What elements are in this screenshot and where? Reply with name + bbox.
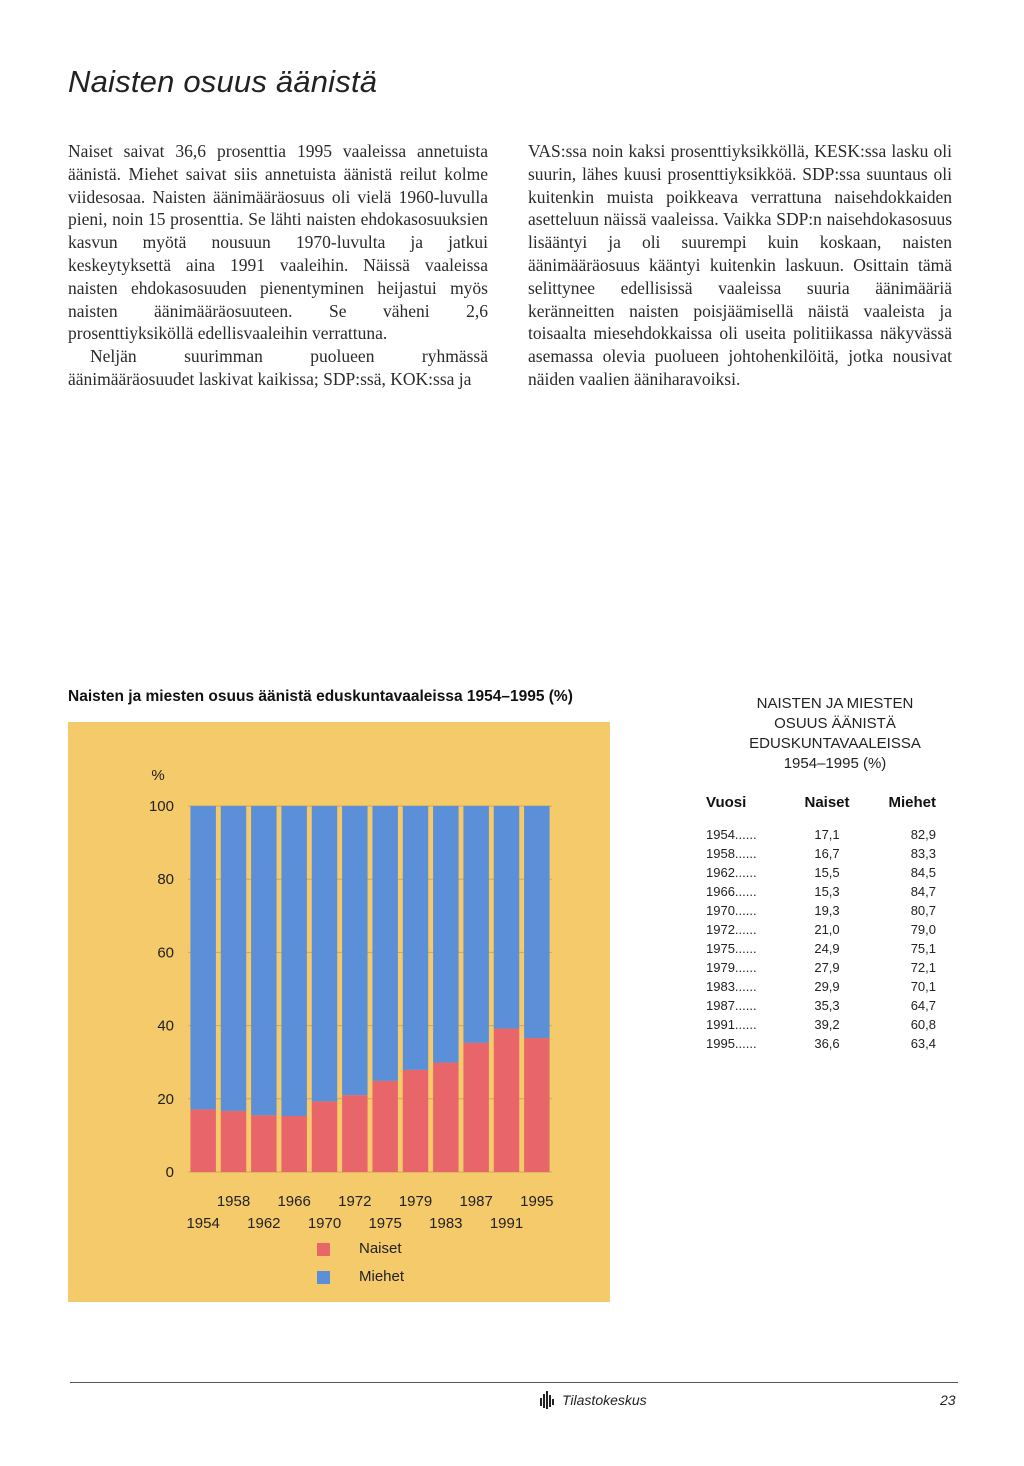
table-row bbox=[706, 863, 936, 882]
x-tick-label: 1995 bbox=[520, 1193, 554, 1210]
x-tick-label: 1975 bbox=[368, 1215, 402, 1232]
bar-men-1958 bbox=[221, 806, 246, 1111]
table-row bbox=[706, 844, 936, 863]
table-cell-year: 1995...... bbox=[706, 1036, 757, 1051]
table-row bbox=[706, 1034, 936, 1053]
table-cell-year: 1970...... bbox=[706, 903, 757, 918]
x-tick-label: 1983 bbox=[429, 1215, 463, 1232]
page-title: Naisten osuus äänistä bbox=[68, 64, 378, 99]
table-cell-year: 1966...... bbox=[706, 884, 757, 899]
table-cell-men: 64,7 bbox=[910, 998, 936, 1013]
y-tick-label: 20 bbox=[157, 1090, 174, 1108]
table-cell-women: 27,9 bbox=[814, 960, 840, 975]
x-tick-label: 1979 bbox=[398, 1193, 433, 1210]
table-title-line: NAISTEN JA MIESTEN bbox=[756, 695, 914, 712]
bar-men-1995 bbox=[524, 806, 549, 1038]
bar-men-1979 bbox=[403, 806, 428, 1070]
table-cell-women: 36,6 bbox=[814, 1036, 840, 1051]
body-paragraph: Naiset saivat 36,6 prosenttia 1995 vaaleissa annetuista äänistä. Miehet saivat siis annetuista äänistä reilut kolme viidesosaa. Naisten äänimääräosuus oli vielä 1960-luvulla pieni, noin 15 prosenttia. Se lähti naisten ehdokasosuuksien kasvun myötä nousuun 1970-luvulta ja jatkui keskeytyksettä aina 1991 vaaleihin. Näissä vaaleissa naisten ehdokasosuuden pienentyminen heijastui myös naisten äänimääräosuuteen. Se väheni 2,6 prosenttiyksiköllä edellisvaaleihin verrattuna. bbox=[68, 141, 488, 344]
data-table-box bbox=[700, 694, 970, 1053]
table-cell-year: 1972...... bbox=[706, 922, 757, 937]
x-tick-label: 1987 bbox=[459, 1193, 493, 1210]
y-tick-label: 40 bbox=[157, 1017, 174, 1035]
table-row bbox=[706, 977, 936, 996]
body-paragraph: VAS:ssa noin kaksi prosenttiyksikköllä, KESK:ssa lasku oli suurin, lähes kuusi prosenttiyksikköä. SDP:ssa suuntaus oli kuitenkin muista poikkeava verrattuna naisehdokkaiden asetteluun näissä vaaleissa. Vaikka SDP:n naisehdokasosuus lisääntyi ja oli suurempi kuin koskaan, naisten äänimääräosuus kääntyi kuitenkin laskuun. Osittain tämä selittynee edellisissä vaaleissa suuria äänimääriä keränneitten naisten poisjäämisellä näistä vaaleista ja toisaalta miesehdokkaissa oli useita politiikassa näkyvässä asemassa olevia puolueen johtohenkilöitä, jotka nousivat näiden vaalien ääniharavoiksi. bbox=[528, 141, 952, 389]
y-tick-label: 80 bbox=[157, 871, 174, 889]
x-tick-label: 1970 bbox=[307, 1215, 342, 1232]
table-cell-men: 84,5 bbox=[910, 865, 936, 880]
bar-women-1954 bbox=[190, 1109, 215, 1172]
column-header-women: Naiset bbox=[804, 794, 850, 811]
bar-men-1987 bbox=[463, 806, 488, 1043]
table-cell-men: 82,9 bbox=[910, 827, 936, 842]
table-cell-women: 19,3 bbox=[814, 903, 840, 918]
y-tick-label: 100 bbox=[148, 798, 174, 815]
table-cell-women: 35,3 bbox=[814, 998, 840, 1013]
table-row bbox=[706, 882, 936, 901]
table-row bbox=[706, 920, 936, 939]
body-text-right-column bbox=[528, 140, 952, 391]
table-cell-men: 72,1 bbox=[910, 960, 936, 975]
bar-men-1954 bbox=[190, 806, 215, 1109]
table-cell-year: 1962...... bbox=[706, 865, 757, 880]
table-row bbox=[706, 901, 936, 920]
bar-men-1975 bbox=[372, 806, 397, 1081]
table-cell-year: 1958...... bbox=[706, 846, 757, 861]
bar-women-1970 bbox=[312, 1101, 337, 1172]
bar-men-1962 bbox=[251, 806, 276, 1115]
bar-women-1983 bbox=[433, 1063, 458, 1172]
table-cell-men: 80,7 bbox=[910, 903, 936, 918]
bar-men-1991 bbox=[494, 806, 519, 1029]
table-title-line: EDUSKUNTAVAALEISSA bbox=[749, 735, 921, 752]
table-row bbox=[706, 958, 936, 977]
table-cell-year: 1975...... bbox=[706, 941, 757, 956]
table-body bbox=[706, 825, 936, 1053]
table-cell-women: 21,0 bbox=[814, 922, 840, 937]
y-axis-label: % bbox=[151, 767, 165, 784]
tilastokeskus-logo-icon bbox=[538, 1390, 558, 1410]
table-cell-men: 60,8 bbox=[910, 1017, 936, 1032]
table-cell-women: 24,9 bbox=[814, 941, 840, 956]
table-cell-women: 15,3 bbox=[814, 884, 840, 899]
bar-women-1995 bbox=[524, 1038, 549, 1172]
x-tick-label: 1972 bbox=[338, 1193, 372, 1210]
bar-women-1979 bbox=[403, 1070, 428, 1172]
bar-women-1975 bbox=[372, 1081, 397, 1172]
table-cell-year: 1983...... bbox=[706, 979, 757, 994]
table-row bbox=[706, 825, 936, 844]
table-cell-men: 63,4 bbox=[910, 1036, 936, 1051]
x-tick-label: 1991 bbox=[489, 1215, 524, 1232]
body-text-left-column bbox=[68, 140, 488, 391]
table-row bbox=[706, 939, 936, 958]
bar-men-1966 bbox=[281, 806, 306, 1116]
x-tick-label: 1954 bbox=[186, 1215, 220, 1232]
table-cell-women: 16,7 bbox=[814, 846, 840, 861]
table-cell-men: 75,1 bbox=[910, 941, 936, 956]
table-row bbox=[706, 996, 936, 1015]
x-tick-label: 1966 bbox=[277, 1193, 311, 1210]
data-table bbox=[706, 794, 936, 1053]
table-cell-men: 83,3 bbox=[910, 846, 936, 861]
table-cell-women: 29,9 bbox=[814, 979, 840, 994]
table-cell-year: 1979...... bbox=[706, 960, 757, 975]
table-cell-men: 79,0 bbox=[910, 922, 936, 937]
table-cell-men: 84,7 bbox=[910, 884, 936, 899]
x-tick-label: 1962 bbox=[247, 1215, 281, 1232]
stacked-bar-chart bbox=[68, 722, 610, 1302]
footer-brand: Tilastokeskus bbox=[562, 1392, 647, 1408]
bar-women-1987 bbox=[463, 1043, 488, 1172]
bar-women-1966 bbox=[281, 1116, 306, 1172]
page-number: 23 bbox=[940, 1392, 956, 1408]
table-cell-year: 1987...... bbox=[706, 998, 757, 1013]
table-cell-men: 70,1 bbox=[910, 979, 936, 994]
bar-women-1958 bbox=[221, 1111, 246, 1172]
bar-women-1962 bbox=[251, 1115, 276, 1172]
bar-men-1983 bbox=[433, 806, 458, 1063]
y-tick-label: 0 bbox=[165, 1164, 174, 1181]
legend-label: Naiset bbox=[359, 1240, 402, 1257]
legend-label: Miehet bbox=[359, 1268, 405, 1285]
column-header-year: Vuosi bbox=[706, 794, 747, 811]
x-tick-label: 1958 bbox=[216, 1193, 251, 1210]
legend-swatch bbox=[317, 1271, 330, 1284]
bar-men-1970 bbox=[312, 806, 337, 1101]
footer-rule bbox=[70, 1382, 958, 1383]
bar-men-1972 bbox=[342, 806, 367, 1095]
table-title bbox=[700, 694, 970, 774]
table-title-line: 1954–1995 (%) bbox=[783, 755, 887, 772]
bar-women-1991 bbox=[494, 1029, 519, 1172]
table-cell-year: 1991...... bbox=[706, 1017, 757, 1032]
chart-area bbox=[68, 722, 610, 1302]
table-cell-women: 17,1 bbox=[814, 827, 840, 842]
table-row bbox=[706, 1015, 936, 1034]
chart-heading: Naisten ja miesten osuus äänistä eduskuntavaaleissa 1954–1995 (%) bbox=[68, 688, 573, 705]
body-paragraph: Neljän suurimman puolueen ryhmässä äänimääräosuudet laskivat kaikissa; SDP:ssä, KOK:ssa ja bbox=[68, 346, 488, 389]
table-cell-women: 15,5 bbox=[814, 865, 840, 880]
table-cell-year: 1954...... bbox=[706, 827, 757, 842]
y-tick-label: 60 bbox=[157, 944, 174, 962]
column-header-men: Miehet bbox=[888, 794, 936, 811]
bar-women-1972 bbox=[342, 1095, 367, 1172]
legend-swatch bbox=[317, 1243, 330, 1256]
table-title-line: OSUUS ÄÄNISTÄ bbox=[774, 715, 896, 732]
table-cell-women: 39,2 bbox=[814, 1017, 840, 1032]
